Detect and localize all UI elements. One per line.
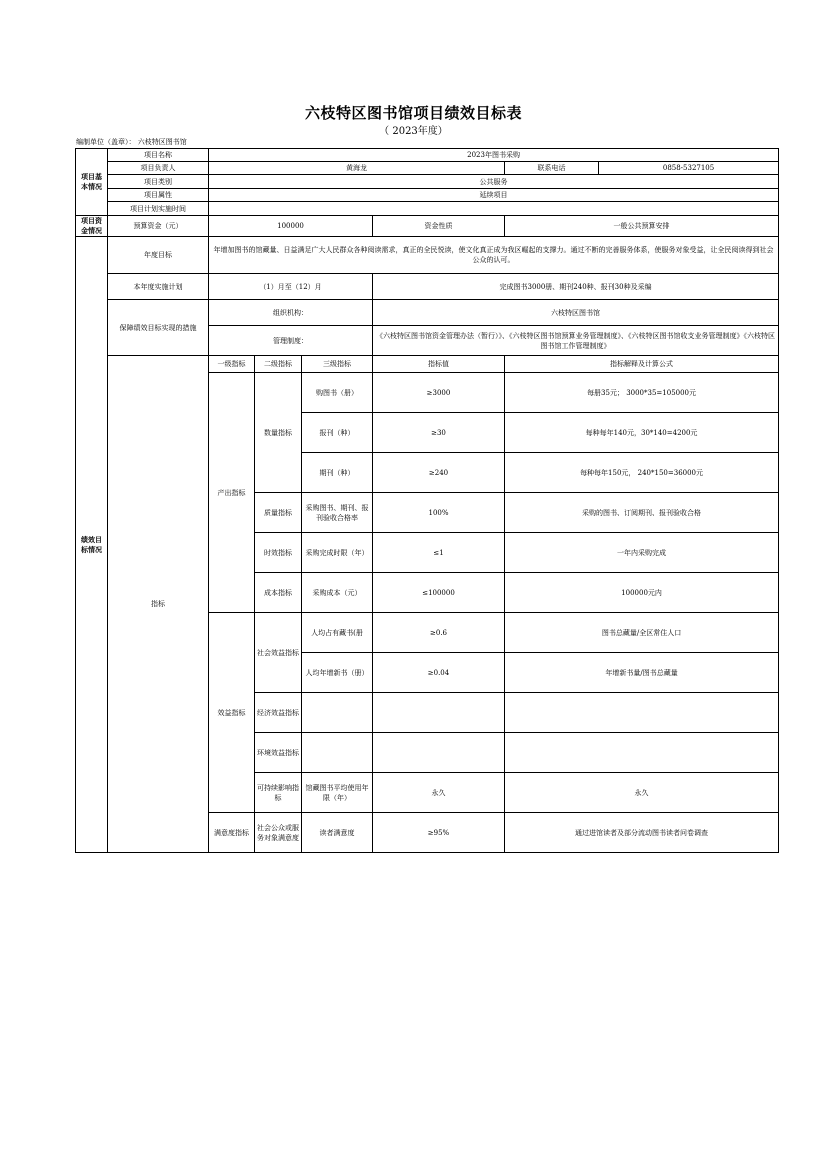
unit-label: 编制单位（盖章）： 六枝特区图书馆 [76,138,187,146]
indicator-l3: 采购成本（元） [302,573,373,613]
indicator-value: ≥0.04 [373,653,505,693]
indicator-l3: 人均年增新书（册） [302,653,373,693]
project-period-value [209,202,779,216]
indicator-value: ≥3000 [373,373,505,413]
plan-time: （1）月至（12）月 [209,274,373,300]
project-name-label: 项目名称 [108,149,209,162]
project-category-label: 项目类别 [108,175,209,189]
indicator-value: ≥240 [373,453,505,493]
indicator-explain [505,733,779,773]
phone-value: 0858-5327105 [599,162,779,175]
indicator-l3: 读者满意度 [302,813,373,853]
indicator-l3: 馆藏图书平均使用年限（年） [302,773,373,813]
header-level1: 一级指标 [209,356,255,373]
row-project-attr [76,189,779,202]
satisfaction-l2: 社会公众或服务对象满意度 [255,813,302,853]
indicator-value: ≥30 [373,413,505,453]
indicator-value [373,693,505,733]
benefit-l1: 效益指标 [209,613,255,813]
header-level3: 三级指标 [302,356,373,373]
header-value: 指标值 [373,356,505,373]
satisfaction-l1: 满意度指标 [209,813,255,853]
quality-l2: 质量指标 [255,493,302,533]
environment-l2: 环境效益指标 [255,733,302,773]
quantity-l2: 数量指标 [255,373,302,493]
section-basic: 项目基本情况 [76,149,108,216]
indicator-value: 100% [373,493,505,533]
indicator-label: 指标 [108,356,209,853]
indicator-value: ≥0.6 [373,613,505,653]
header-level2: 二级指标 [255,356,302,373]
indicator-explain: 图书总藏量/全区常住人口 [505,613,779,653]
section-performance: 绩效目标情况 [76,237,108,853]
project-name-value: 2023年图书采购 [209,149,779,162]
row-annual-goal [76,237,779,274]
indicator-explain: 100000元内 [505,573,779,613]
indicator-value [373,733,505,773]
budget-value: 100000 [209,216,373,237]
indicator-value: ≥95% [373,813,505,853]
project-attr-value: 延续项目 [209,189,779,202]
indicator-value: ≤100000 [373,573,505,613]
indicator-l3 [302,733,373,773]
header-explain: 指标解释及计算公式 [505,356,779,373]
measures-label: 保障绩效目标实现的措施 [108,300,209,356]
indicator-explain: 采购的图书、订阅期刊、报刊验收合格 [505,493,779,533]
indicator-explain: 一年内采购完成 [505,533,779,573]
indicator-explain: 每册35元； 3000*35=105000元 [505,373,779,413]
indicator-l3: 购图书（册） [302,373,373,413]
row-indicator-header [76,356,779,373]
time-l2: 时效指标 [255,533,302,573]
page-title: 六枝特区图书馆项目绩效目标表 [304,104,522,122]
section-funds: 项目资金情况 [76,216,108,237]
budget-label: 预算资金（元） [108,216,209,237]
phone-label: 联系电话 [505,162,599,175]
indicator-l3 [302,693,373,733]
project-attr-label: 项目属性 [108,189,209,202]
social-l2: 社会效益指标 [255,613,302,693]
fund-nature-value: 一般公共预算安排 [505,216,779,237]
indicator-l3: 人均占有藏书(册 [302,613,373,653]
row-annual-plan [76,274,779,300]
row-project-period [76,202,779,216]
plan-text: 完成图书3000册、期刊240种、报刊30种及采编 [373,274,779,300]
org-value: 六枝特区图书馆 [373,300,779,326]
row-project-category [76,175,779,189]
indicator-explain: 每种每年150元， 240*150=36000元 [505,453,779,493]
project-owner-value: 黄海龙 [209,162,505,175]
indicator-l3: 采购完成时限（年） [302,533,373,573]
row-project-owner [76,162,779,175]
org-label: 组织机构： [209,300,373,326]
mgmt-label: 管理制度： [209,326,373,356]
cost-l2: 成本指标 [255,573,302,613]
indicator-explain [505,693,779,733]
output-l1: 产出指标 [209,373,255,613]
indicator-explain: 永久 [505,773,779,813]
page-subtitle: （ 2023年度） [379,126,448,137]
mgmt-value: 《六枝特区图书馆资金管理办法（暂行）》、《六枝特区图书馆预算业务管理制度》、《六枝特区图书馆收支业务管理制度》《六枝特区图书馆工作管理制度》 [373,326,779,356]
indicator-explain: 通过进馆读者及部分流动图书读者问卷调查 [505,813,779,853]
row-funds [76,216,779,237]
annual-goal-label: 年度目标 [108,237,209,274]
annual-goal-text: 年增加图书的馆藏量、日益满足广大人民群众各种阅读需求，真正的全民悦读，使文化真正成为我区崛起的支撑力。通过不断的完善服务体系，使服务对象受益，让全民阅读得到社会公众的认可。 [209,237,779,274]
indicator-value: ≤1 [373,533,505,573]
performance-table [75,148,779,853]
sustain-l2: 可持续影响指标 [255,773,302,813]
indicator-explain: 年增新书量/图书总藏量 [505,653,779,693]
project-period-label: 项目计划实施时间 [108,202,209,216]
indicator-value: 永久 [373,773,505,813]
fund-nature-label: 资金性质 [373,216,505,237]
indicator-l3: 期刊（种） [302,453,373,493]
indicator-explain: 每种每年140元，30*140=4200元 [505,413,779,453]
economic-l2: 经济效益指标 [255,693,302,733]
row-org [76,300,779,326]
indicator-l3: 报刊（种） [302,413,373,453]
row-project-name [76,149,779,162]
project-category-value: 公共服务 [209,175,779,189]
project-owner-label: 项目负责人 [108,162,209,175]
indicator-l3: 采购图书、期刊、报刊验收合格率 [302,493,373,533]
plan-label: 本年度实施计划 [108,274,209,300]
